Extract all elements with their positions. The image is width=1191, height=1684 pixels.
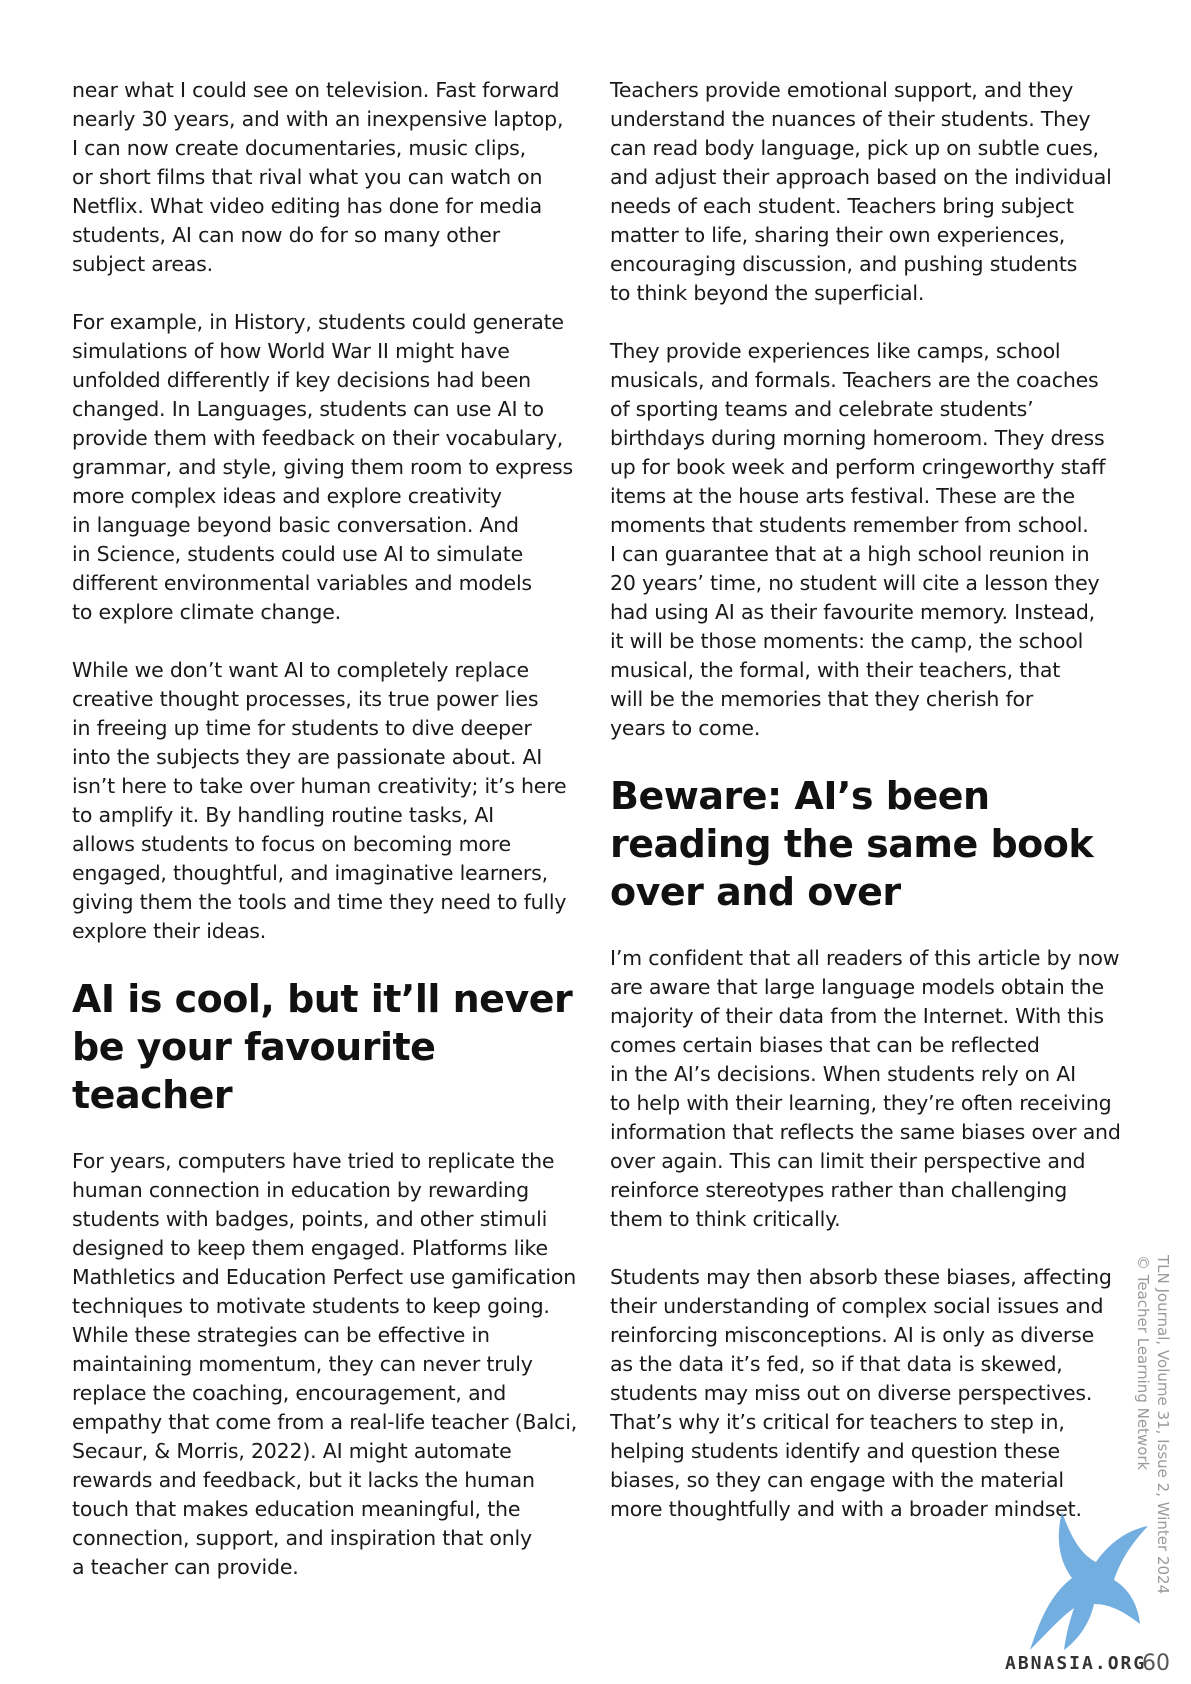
- page-number: 60: [1142, 1651, 1170, 1676]
- journal-copyright-line: © Teacher Learning Network: [1134, 1255, 1152, 1471]
- left-paragraph-4: For years, computers have tried to replicate the human connection in education by rewarding students with badges, points, and other stimuli designed to keep them engaged. Platforms like Mathletics and Education Perfect use gamification techniques to motivate students to keep going. While these strategies can be effective in maintaining momentum, they can never truly replace the coaching, encouragement, and empathy that come from a real-life teacher (Balci, Secaur, & Morris, 2022). AI might automate rewards and feedback, but it lacks the human touch that makes education meaningful, the connection, support, and inspiration that only a teacher can provide.: [72, 1149, 578, 1579]
- section-heading-favourite-teacher: AI is cool, but it’ll never be your favourite teacher: [72, 977, 573, 1117]
- left-column: [72, 76, 592, 1611]
- journal-issue-line: TLN Journal, Volume 31, Issue 2, Winter 2024: [1154, 1255, 1172, 1595]
- right-paragraph-4: Students may then absorb these biases, affecting their understanding of complex social issues and reinforcing misconceptions. AI is only as diverse as the data it’s fed, so if that data is skewed, students may miss out on diverse perspectives. That’s why it’s critical for teachers to step in, helping students identify and question these biases, so they can engage with the material more thoughtfully and with a broader mindset.: [610, 1265, 1112, 1521]
- watermark-bird-logo: [1010, 1500, 1150, 1660]
- right-paragraph-2: They provide experiences like camps, school musicals, and formals. Teachers are the coaches of sporting teams and celebrate students’ birthdays during morning homeroom. They dress up for book week and perform cringeworthy staff items at the house arts festival. These are the moments that students remember from school. I can guarantee that at a high school reunion in 20 years’ time, no student will cite a lesson they had using AI as their favourite memory. Instead, it will be those moments: the camp, the school musical, the formal, with their teachers, that will be the memories that they cherish for years to come.: [610, 339, 1106, 740]
- left-paragraph-3: While we don’t want AI to completely replace creative thought processes, its true power lies in freeing up time for students to dive deeper into the subjects they are passionate about. AI isn’t here to take over human creativity; it’s here to amplify it. By handling routine tasks, AI allows students to focus on becoming more engaged, thoughtful, and imaginative learners, giving them the tools and time they need to fully explore their ideas.: [72, 658, 567, 943]
- left-paragraph-1: near what I could see on television. Fast forward nearly 30 years, and with an inexpensive laptop, I can now create documentaries, music clips, or short films that rival what you can watch on Netflix. What video editing has done for media students, AI can now do for so many other subject areas.: [72, 78, 564, 276]
- right-column: [610, 76, 1130, 1553]
- watermark-text: ABNASIA.ORG: [1005, 1653, 1147, 1674]
- left-paragraph-2: For example, in History, students could generate simulations of how World War II might have unfolded differently if key decisions had been changed. In Languages, students can use AI to provide them with feedback on their vocabulary, grammar, and style, giving them room to express more complex ideas and explore creativity in language beyond basic conversation. And in Science, students could use AI to simulate different environmental variables and models to explore climate change.: [72, 310, 574, 624]
- section-heading-same-book: Beware: AI’s been reading the same book over and over: [610, 774, 1094, 914]
- right-paragraph-1: Teachers provide emotional support, and they understand the nuances of their students. They can read body language, pick up on subtle cues, and adjust their approach based on the individual needs of each student. Teachers bring subject matter to life, sharing their own experiences, encouraging discussion, and pushing students to think beyond the superficial.: [610, 78, 1112, 305]
- right-paragraph-3: I’m confident that all readers of this article by now are aware that large language models obtain the majority of their data from the Internet. With this comes certain biases that can be reflected in the AI’s decisions. When students rely on AI to help with their learning, they’re often receiving information that reflects the same biases over and over again. This can limit their perspective and reinforce stereotypes rather than challenging them to think critically.: [610, 946, 1121, 1231]
